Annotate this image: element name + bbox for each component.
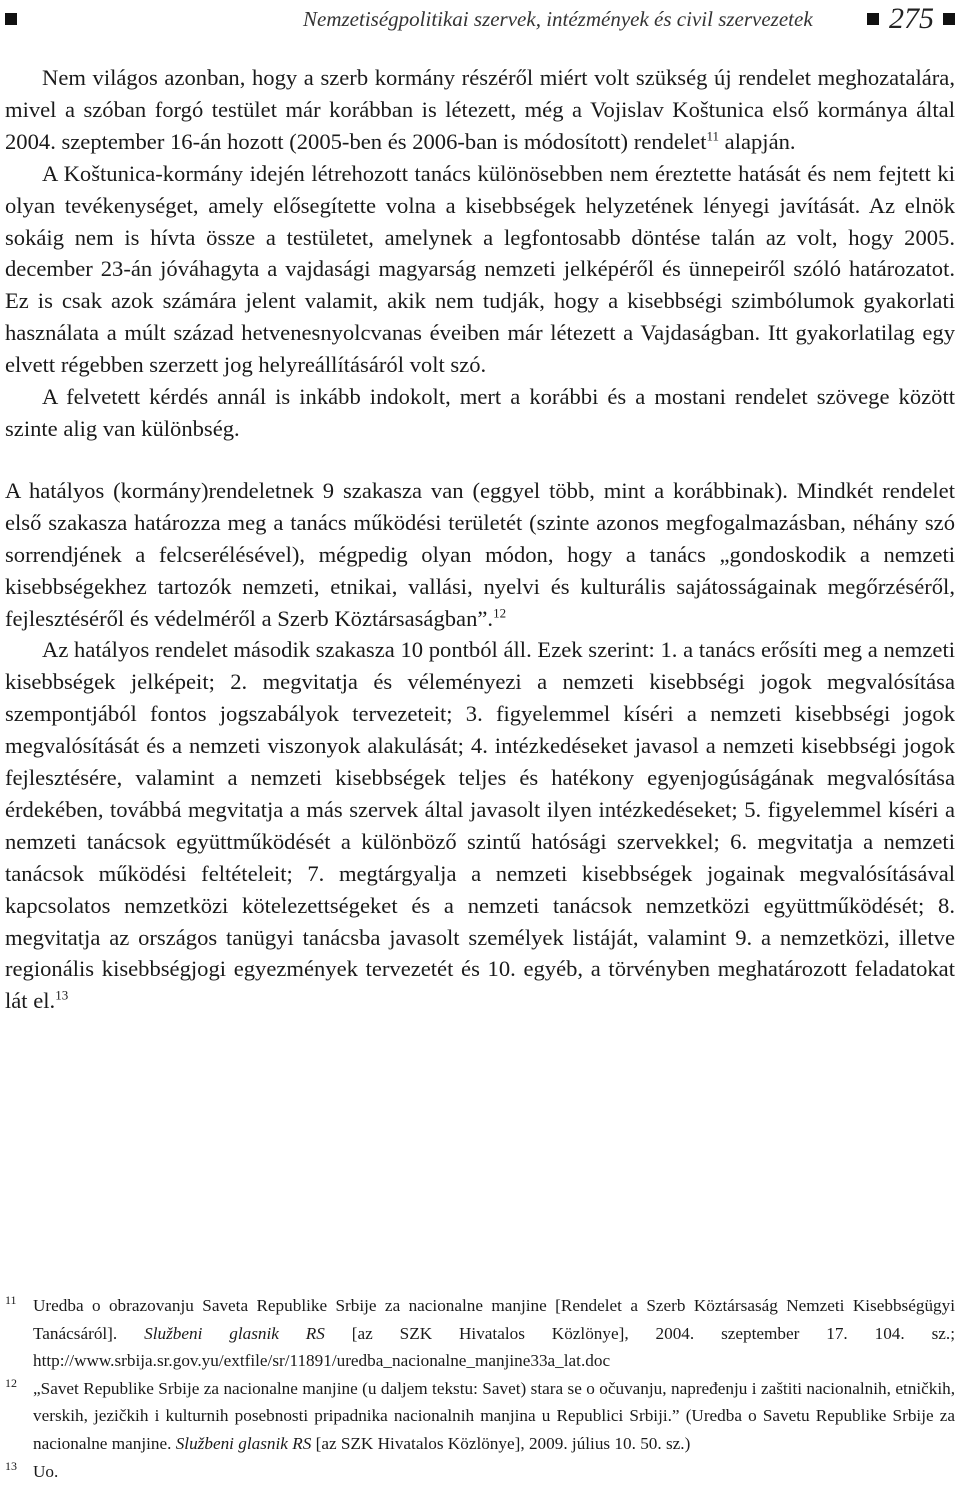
paragraph: Az hatályos rendelet második szakasza 10 pontból áll. Ezek szerint: 1. a tanács erősíti meg a nemzeti kisebbségek jelképeit; 2. megvitatja és véleményezi a nemzeti kisebbségi jogok megvalósítása szempontjából fontos jogszabályok tervezeteit; 3. figyelemmel kíséri a nemzeti kisebbségi jogok megvalósítását és a nemzeti viszonyok alakulását; 4. intézkedéseket javasol a nemzeti kisebbségi jogok fejlesztésére, valamint a nemzeti kisebbségek teljes és hatékony egyenjogúságának megvalósítása érdekében, továbbá megvitatja a más szervek által javasolt ilyen intézkedéseket; 5. figyelemmel kíséri a nemzeti tanácsok együttműködését a különböző szintű hatósági szervekkel; 6. megvitatja a nemzeti tanácsok működési feltételeit; 7. megtárgyalja a nemzeti kisebbségek jogainak megvalósításával kapcsolatos nemzetközi kötelezettségeket és a nemzeti tanácsok nemzetközi együttműködését; 8. megvitatja az országos tanügyi tanácsba javasolt személyek listáját, valamint 9. a nemzetközi, illetve regionális kisebbségjogi egyezmények tervezetét és 10. egyéb, a törvényben meghatározott feladatokat lát el.$^{13}$ — [5, 637, 955, 1014]
footnote-ref[interactable]: 11 — [706, 128, 720, 144]
main-text — [5, 62, 955, 1017]
footnotes — [5, 1292, 955, 1485]
paragraph: Nem világos azonban, hogy a szerb kormány részéről miért volt szükség új rendelet meghozatalára, mivel a szóban forgó testület már korábban is létezett, még a Vojislav Koštunica első kormánya által 2004. szeptember 16-án hozott (2005-ben és 2006-ban is módosított) rendelet$^{11}$ alapján. — [5, 65, 955, 154]
square-bullet-icon — [867, 13, 879, 25]
footnote: 12 „Savet Republike Srbije za nacionalne manjine (u daljem tekstu: Savet) stara se o očuvanju, napređenju i zaštiti nacionalnih, etničkih, verskih, jezičkih i kulturnih posebnosti pripadnika nacionalnih manjina u Republici Srbiji.” (Uredba o Savetu Republike Srbije za nacionalne manjine. Službeni glasnik RS [az SZK Hivatalos Közlönye], 2009. július 10. 50. sz.) — [5, 1375, 955, 1458]
paragraph: A Koštunica-kormány idején létrehozott tanács különösebben nem éreztette hatását és nem fejtett ki olyan tevékenységet, amely elősegítette volna a kisebbségek helyzetének lényegi javítását. Az elnök sokáig nem is hívta össze a testületet, amelynek a legfontosabb döntése talán az volt, hogy 2005. december 23-án jóváhagyta a vajdasági magyarság nemzeti jelképéről és ünnepeiről szóló határozatot. Ez is csak azok számára jelent valamit, akik nem tudják, hogy a kisebbségi szimbólumok gyakorlati használata a múlt század hetvenesnyolcvanas éveiben már létezett a Vajdaságban. Itt gyakorlatilag egy elvett régebben szerzett jog helyreállításáról volt szó. — [5, 160, 955, 378]
footnote-ref[interactable]: 12 — [493, 604, 507, 620]
paragraph: A felvetett kérdés annál is inkább indokolt, mert a korábbi és a mostani rendelet szövege között szinte alig van különbség. — [5, 384, 955, 441]
footnote-number: 11 — [5, 1293, 17, 1307]
footnote-number: 13 — [5, 1458, 17, 1473]
footnote: 13 Uo. — [5, 1458, 955, 1486]
running-head: Nemzetiségpolitikai szervek, intézmények és civil szervezetek — [303, 7, 813, 31]
square-bullet-icon — [943, 13, 955, 25]
footnote-number: 12 — [5, 1375, 17, 1390]
square-bullet-icon — [5, 13, 17, 25]
paragraph-gap — [5, 445, 955, 475]
paragraph: A hatályos (kormány)rendeletnek 9 szakasza van (eggyel több, mint a korábbinak). Mindkét rendelet első szakasza határozza meg a tanács működési területét (szinte azonos megfogalmazásban, néhány szó sorrendjének a felcserélésével), mégpedig olyan módon, hogy a tanács „gondoskodik a nemzeti kisebbségekhez tartozók nemzeti, etnikai, vallási, nyelvi és kulturális sajátosságainak megőrzéséről, fejlesztéséről és védelméről a Szerb Köztársaságban”.$^{12}$ — [5, 477, 955, 631]
page-number: 275 — [889, 2, 934, 35]
footnote-ref[interactable]: 13 — [55, 987, 69, 1003]
footnote: 11 Uredba o obrazovanju Saveta Republike Srbije za nacionalne manjine [Rendelet a Szerb Köztársaság Nemzeti Kisebbségügyi Tanácsáról]. Službeni glasnik RS [az SZK Hivatalos Közlönye], 2004. szeptember 17. 104. sz.; http://www.srbija.sr.gov.yu/extfile/sr/11891/uredba_nacionalne_manjine33a_lat.doc — [5, 1292, 955, 1375]
page-header — [5, 4, 955, 34]
